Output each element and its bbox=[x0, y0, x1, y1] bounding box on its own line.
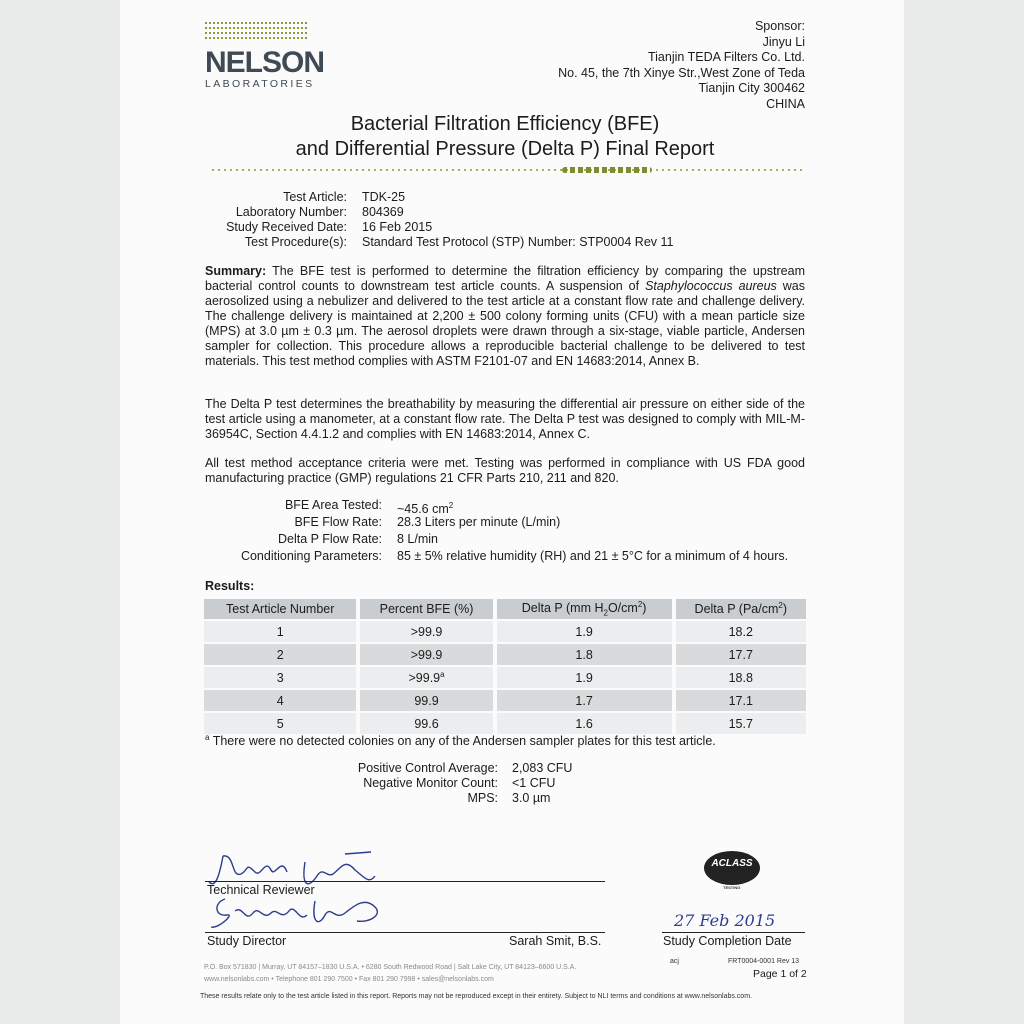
conditioning-value: 85 ± 5% relative humidity (RH) and 21 ± 5°C for a minimum of 4 hours. bbox=[397, 549, 789, 563]
cell-deltap-pa: 17.1 bbox=[676, 690, 806, 711]
director-signature bbox=[205, 893, 395, 935]
footer-form-number: FRT0004-0001 Rev 13 bbox=[728, 958, 800, 965]
results-header-row bbox=[204, 599, 806, 619]
cell-bfe: >99.9$^a$ bbox=[360, 667, 492, 688]
results-footnote: $^a$ There were no detected colonies on any of the Andersen sampler plates for this test article. bbox=[205, 733, 716, 749]
footer-disclaimer: These results relate only to the test article listed in this report. Reports may not be reproduced except in their entirety. Subject to NLI terms and conditions at www.nelsonlabs.com. bbox=[200, 993, 752, 1000]
col-header-article: Test Article Number bbox=[204, 599, 356, 619]
summary-label: Summary: bbox=[205, 264, 267, 278]
sponsor-line: No. 45, the 7th Xinye Str.,West Zone of Teda bbox=[558, 65, 805, 80]
cell-bfe: 99.9 bbox=[360, 690, 492, 711]
negative-monitor-value: <1 CFU bbox=[512, 776, 556, 790]
col-header-deltap-pa: Delta P $(Pa/cm^2)$ bbox=[676, 599, 806, 619]
procedure-label: Test Procedure(s): bbox=[244, 235, 347, 249]
report-title bbox=[200, 112, 810, 162]
footer-contact: www.nelsonlabs.com • Telephone 801 290 7500 • Fax 801 290 7998 • sales@nelsonlabs.com bbox=[204, 976, 494, 983]
cell-deltap-mm: 1.6 bbox=[497, 713, 672, 734]
logo-name: NELSON bbox=[205, 46, 325, 79]
title-line-1: Bacterial Filtration Efficiency (BFE) bbox=[350, 113, 660, 135]
table-row bbox=[204, 690, 806, 711]
col-header-bfe: Percent BFE (%) bbox=[360, 599, 492, 619]
positive-control-label: Positive Control Average: bbox=[357, 761, 498, 775]
results-table bbox=[200, 597, 810, 736]
cell-article: 2 bbox=[204, 644, 356, 665]
summary-paragraph bbox=[205, 264, 805, 369]
col-header-deltap-mm: Delta P (mm $H_2O/cm^2$) bbox=[497, 599, 672, 619]
dp-flow-value: 8 L/min bbox=[397, 532, 438, 546]
procedure-value: Standard Test Protocol (STP) Number: STP0004 Rev 11 bbox=[362, 235, 674, 249]
technical-reviewer-label: Technical Reviewer bbox=[207, 883, 315, 897]
positive-control-value: 2,083 CFU bbox=[512, 761, 573, 775]
cell-deltap-mm: 1.9 bbox=[497, 667, 672, 688]
director-signature-line bbox=[205, 932, 605, 933]
dotted-divider bbox=[212, 167, 805, 173]
cell-deltap-mm: 1.8 bbox=[497, 644, 672, 665]
study-director-name: Sarah Smit, B.S. bbox=[509, 934, 602, 948]
cell-deltap-pa: 17.7 bbox=[676, 644, 806, 665]
sponsor-line: Tianjin City 300462 bbox=[698, 81, 805, 95]
cell-article: 3 bbox=[204, 667, 356, 688]
sponsor-line: Tianjin TEDA Filters Co. Ltd. bbox=[647, 50, 805, 64]
summary-text-b: was aerosolized using a nebulizer and delivered to the test article at a constant flow rate and challenge delivery. The challenge delivery is maintained at 2,200 ± 500 colony forming units (CFU) with a mean particle size (MPS) at 3.0 µm ± 0.3 µm. The aerosol droplets were drawn through a six-stage, viable particle, Andersen sampler for collection. This procedure allows a reproducible bacterial challenge to be delivered to test materials. This test method complies with ASTM F2101-07 and EN 14683:2014, Annex B. bbox=[205, 279, 805, 368]
cell-deltap-mm: 1.9 bbox=[497, 621, 672, 642]
aclass-seal: ACLASS bbox=[704, 851, 760, 885]
flow-value: 28.3 Liters per minute (L/min) bbox=[397, 515, 561, 529]
logo-dot-pattern bbox=[205, 22, 308, 48]
cell-article: 4 bbox=[204, 690, 356, 711]
table-row bbox=[204, 621, 806, 642]
lab-number-value: 804369 bbox=[362, 205, 404, 219]
completion-date-label: Study Completion Date bbox=[663, 934, 792, 948]
delta-p-paragraph: The Delta P test determines the breathability by measuring the differential air pressure on either side of the test article using a manometer, at a constant flow rate. The Delta P test was designed to comply with MIL-M-36954C, Section 4.4.1.2 and complies with EN 14683:2014, Annex C. bbox=[205, 397, 805, 441]
logo-subtitle: LABORATORIES bbox=[205, 78, 315, 90]
page-number: Page 1 of 2 bbox=[753, 968, 807, 980]
sponsor-line: CHINA bbox=[766, 96, 805, 111]
cell-article: 1 bbox=[204, 621, 356, 642]
cell-bfe: >99.9 bbox=[360, 621, 492, 642]
mps-label: MPS: bbox=[467, 791, 498, 805]
handwritten-date: 27 Feb 2015 bbox=[674, 911, 776, 930]
footer-address: P.O. Box 571830 | Murray, UT 84157–1830 U.S.A. • 6280 South Redwood Road | Salt Lake City, UT 84123–6600 U.S.A. bbox=[204, 964, 577, 971]
dp-flow-label: Delta P Flow Rate: bbox=[278, 532, 382, 546]
cell-article: 5 bbox=[204, 713, 356, 734]
table-row bbox=[204, 713, 806, 734]
received-date-label: Study Received Date: bbox=[226, 220, 347, 234]
area-label: BFE Area Tested: bbox=[284, 498, 382, 512]
aclass-sub: ACCREDITED bbox=[718, 879, 745, 884]
summary-organism: Staphylococcus aureus bbox=[645, 279, 777, 293]
flow-label: BFE Flow Rate: bbox=[294, 515, 382, 529]
footer-initials: acj bbox=[670, 958, 679, 965]
sponsor-block bbox=[558, 19, 805, 112]
summary-text-a: The BFE test is performed to determine the filtration efficiency by comparing the upstream bacterial control counts to downstream test article counts. A suspension of bbox=[205, 264, 805, 293]
cell-deltap-pa: 18.8 bbox=[676, 667, 806, 688]
received-date-value: 16 Feb 2015 bbox=[362, 220, 433, 234]
aclass-sub2: TESTING bbox=[723, 885, 741, 890]
completion-date-line bbox=[662, 932, 805, 933]
mps-value: 3.0 µm bbox=[512, 791, 551, 805]
sponsor-line: Jinyu Li bbox=[762, 34, 805, 49]
table-row bbox=[204, 667, 806, 688]
cell-bfe: >99.9 bbox=[360, 644, 492, 665]
cell-deltap-pa: 18.2 bbox=[676, 621, 806, 642]
cell-bfe: 99.6 bbox=[360, 713, 492, 734]
cell-deltap-mm: 1.7 bbox=[497, 690, 672, 711]
table-row bbox=[204, 644, 806, 665]
test-article-value: TDK-25 bbox=[362, 190, 406, 204]
conditioning-label: Conditioning Parameters: bbox=[240, 549, 382, 563]
cell-deltap-pa: 15.7 bbox=[676, 713, 806, 734]
area-value: ~45.6 $cm^2$ bbox=[397, 501, 454, 517]
reviewer-signature-line bbox=[205, 881, 605, 882]
test-article-label: Test Article: bbox=[283, 190, 347, 204]
title-line-2: and Differential Pressure (Delta P) Final Report bbox=[295, 138, 715, 160]
study-director-label: Study Director bbox=[207, 934, 287, 948]
sponsor-line: Sponsor: bbox=[754, 19, 805, 33]
negative-monitor-label: Negative Monitor Count: bbox=[363, 776, 498, 790]
gmp-paragraph: All test method acceptance criteria were met. Testing was performed in compliance with US FDA good manufacturing practice (GMP) regulations 21 CFR Parts 210, 211 and 820. bbox=[205, 456, 805, 485]
results-label: Results: bbox=[205, 579, 255, 593]
lab-number-label: Laboratory Number: bbox=[235, 205, 347, 219]
